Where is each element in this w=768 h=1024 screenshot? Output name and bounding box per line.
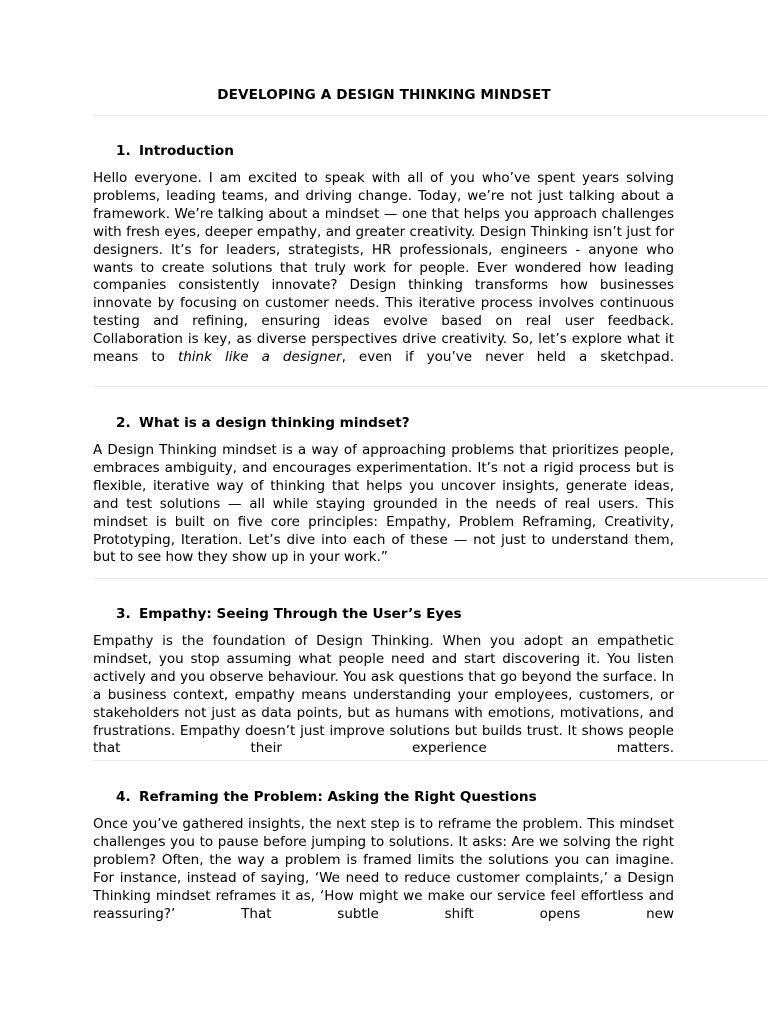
section-heading-text: Empathy: Seeing Through the User’s Eyes (139, 606, 462, 622)
section-divider (93, 578, 768, 579)
section-heading-text: What is a design thinking mindset? (139, 415, 410, 431)
section-body-introduction (93, 170, 674, 367)
section-divider (93, 760, 768, 761)
section-number: 4. (116, 789, 131, 805)
body-text: Hello everyone. I am excited to speak with all of you who’ve spent years solving problems, leading teams, and driving change. Today, we’re not just talking about a framework. We’re talking about a mindset — one that helps you approach challenges with fresh eyes, deeper empathy, and greater creativity. Design Thinking isn’t just for designers. It’s for leaders, strategists, HR professionals, engineers - anyone who wants to create solutions that truly work for people. Ever wondered how leading companies consistently innovate? Design thinking transforms how businesses innovate by focusing on customer needs. This iterative process involves continuous testing and refining, ensuring ideas evolve based on real user feedback. Collaboration is key, as diverse perspectives drive creativity. So, let’s explore what it means to (93, 170, 674, 366)
section-divider (93, 386, 768, 387)
body-text-end: , even if you’ve never held a sketchpad. (341, 349, 674, 366)
section-heading-reframing (116, 789, 537, 805)
document-title: DEVELOPING A DESIGN THINKING MINDSET (217, 87, 551, 103)
section-heading-introduction (116, 143, 234, 159)
section-heading-text: Introduction (139, 143, 234, 159)
section-number: 2. (116, 415, 131, 431)
section-number: 1. (116, 143, 131, 159)
section-heading-text: Reframing the Problem: Asking the Right Questions (139, 789, 537, 805)
section-body-empathy: Empathy is the foundation of Design Thinking. When you adopt an empathetic mindset, you stop assuming what people need and start discovering it. You listen actively and you observe behaviour. You ask questions that go beyond the surface. In a business context, empathy means understanding your employees, customers, or stakeholders not just as data points, but as humans with emotions, motivations, and frustrations. Empathy doesn’t just improve solutions but builds trust. It shows people that their experience matters. (93, 633, 674, 757)
section-divider (93, 115, 768, 116)
italic-phrase: think like a designer (177, 349, 342, 366)
section-heading-mindset (116, 415, 410, 431)
section-body-reframing: Once you’ve gathered insights, the next step is to reframe the problem. This mindset challenges you to pause before jumping to solutions. It asks: Are we solving the right problem? Often, the way a problem is framed limits the solutions you can imagine. For instance, instead of saying, ‘We need to reduce customer complaints,’ a Design Thinking mindset reframes it as, ‘How might we make our service feel effortless and reassuring?’ That subtle shift opens new (93, 816, 674, 922)
section-number: 3. (116, 606, 131, 622)
section-body-mindset: A Design Thinking mindset is a way of approaching problems that prioritizes people, embraces ambiguity, and encourages experimentation. It’s not a rigid process but is flexible, iterative way of thinking that helps you uncover insights, generate ideas, and test solutions — all while staying grounded in the needs of real users. This mindset is built on five core principles: Empathy, Problem Reframing, Creativity, Prototyping, Iteration. Let’s dive into each of these — not just to understand them, but to see how they show up in your work.” (93, 442, 674, 566)
section-heading-empathy (116, 606, 462, 622)
